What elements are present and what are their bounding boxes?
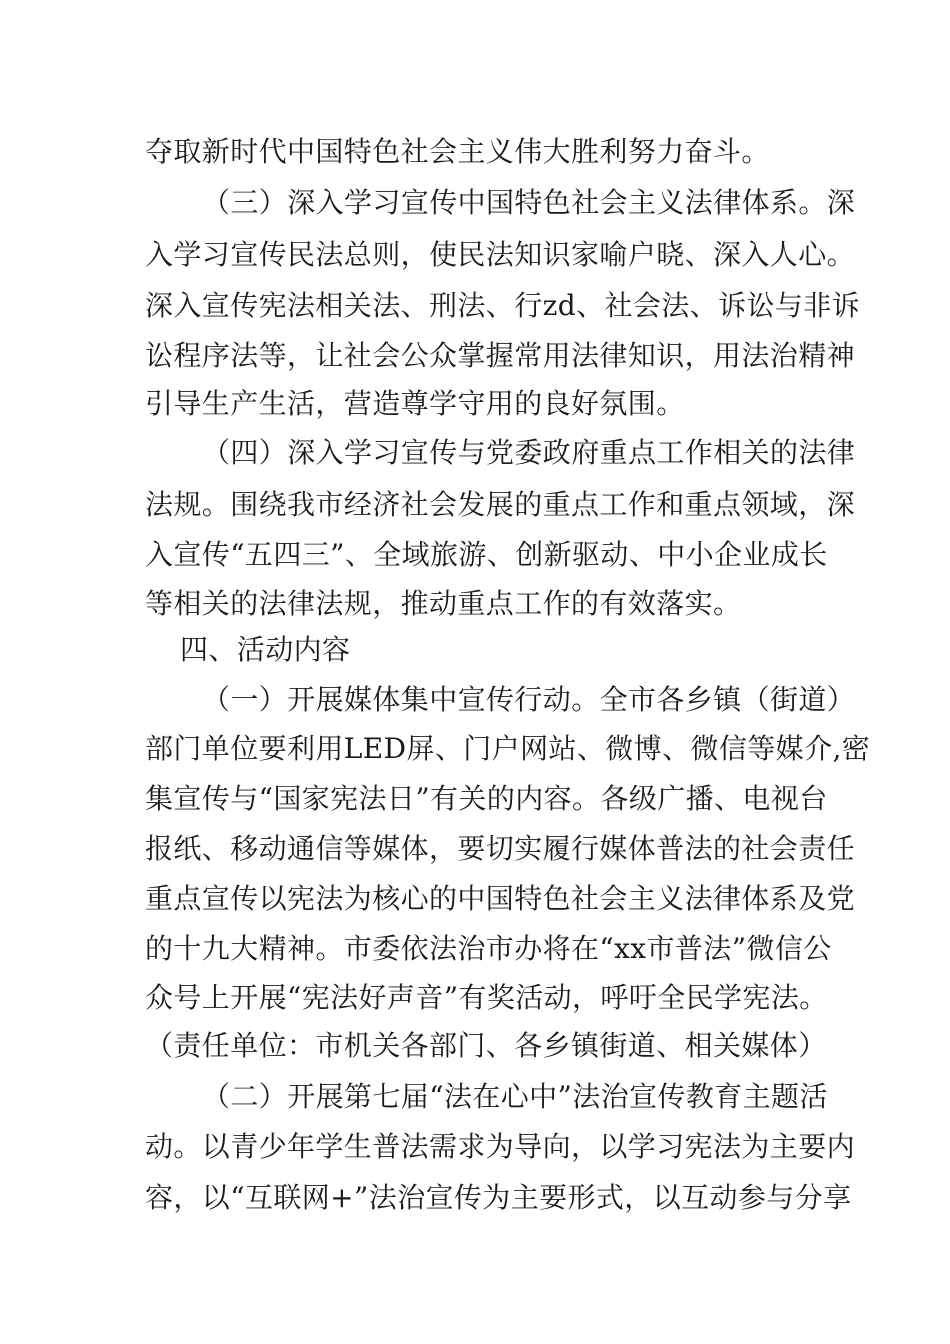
text-line: 集宣传与“国家宪法日”有关的内容。各级广播、电视台	[145, 782, 828, 815]
text-line: 的十九大精神。市委依法治市办将在“xx市普法”微信公	[145, 932, 832, 965]
text-line: 引导生产生活，营造尊学守用的良好氛围。	[145, 387, 685, 420]
text-line: 法规。围绕我市经济社会发展的重点工作和重点领域，深	[145, 488, 856, 521]
text-line: 夺取新时代中国特色社会主义伟大胜利努力奋斗。	[145, 135, 770, 168]
text-line: 容，以“互联网+”法治宣传为主要形式，以互动参与分享	[145, 1181, 852, 1214]
text-line: 等相关的法律法规，推动重点工作的有效落实。	[145, 587, 742, 620]
text-line: 入学习宣传民法总则，使民法知识家喻户晓、深入人心。	[145, 238, 856, 271]
activity-content-heading: 四、活动内容	[180, 633, 351, 666]
text-line: 众号上开展“宪法好声音”有奖活动，呼吁全民学宪法。	[145, 981, 828, 1014]
responsibility-note: （责任单位：市机关各部门、各乡镇街道、相关媒体）	[145, 1029, 827, 1062]
text-line: 入宣传“五四三”、全域旅游、创新驱动、中小企业成长	[145, 538, 828, 571]
text-line: 动。以青少年学生普法需求为导向，以学习宪法为主要内	[145, 1130, 856, 1163]
section-four-heading: （四）深入学习宣传与党委政府重点工作相关的法律	[202, 436, 856, 469]
subsection-one-heading: （一）开展媒体集中宣传行动。全市各乡镇（街道）	[202, 683, 856, 716]
text-line: 重点宣传以宪法为核心的中国特色社会主义法律体系及党	[145, 882, 856, 915]
text-line: 讼程序法等，让社会公众掌握常用法律知识，用法治精神	[145, 339, 856, 372]
section-three-heading: （三）深入学习宣传中国特色社会主义法律体系。深	[202, 186, 856, 219]
text-line: 部门单位要利用LED屏、门户网站、微博、微信等媒介,密	[145, 732, 871, 765]
subsection-two-heading: （二）开展第七届“法在心中”法治宣传教育主题活	[202, 1080, 828, 1113]
text-line: 报纸、移动通信等媒体，要切实履行媒体普法的社会责任	[145, 832, 856, 865]
text-line: 深入宣传宪法相关法、刑法、行zd、社会法、诉讼与非诉	[145, 289, 861, 322]
